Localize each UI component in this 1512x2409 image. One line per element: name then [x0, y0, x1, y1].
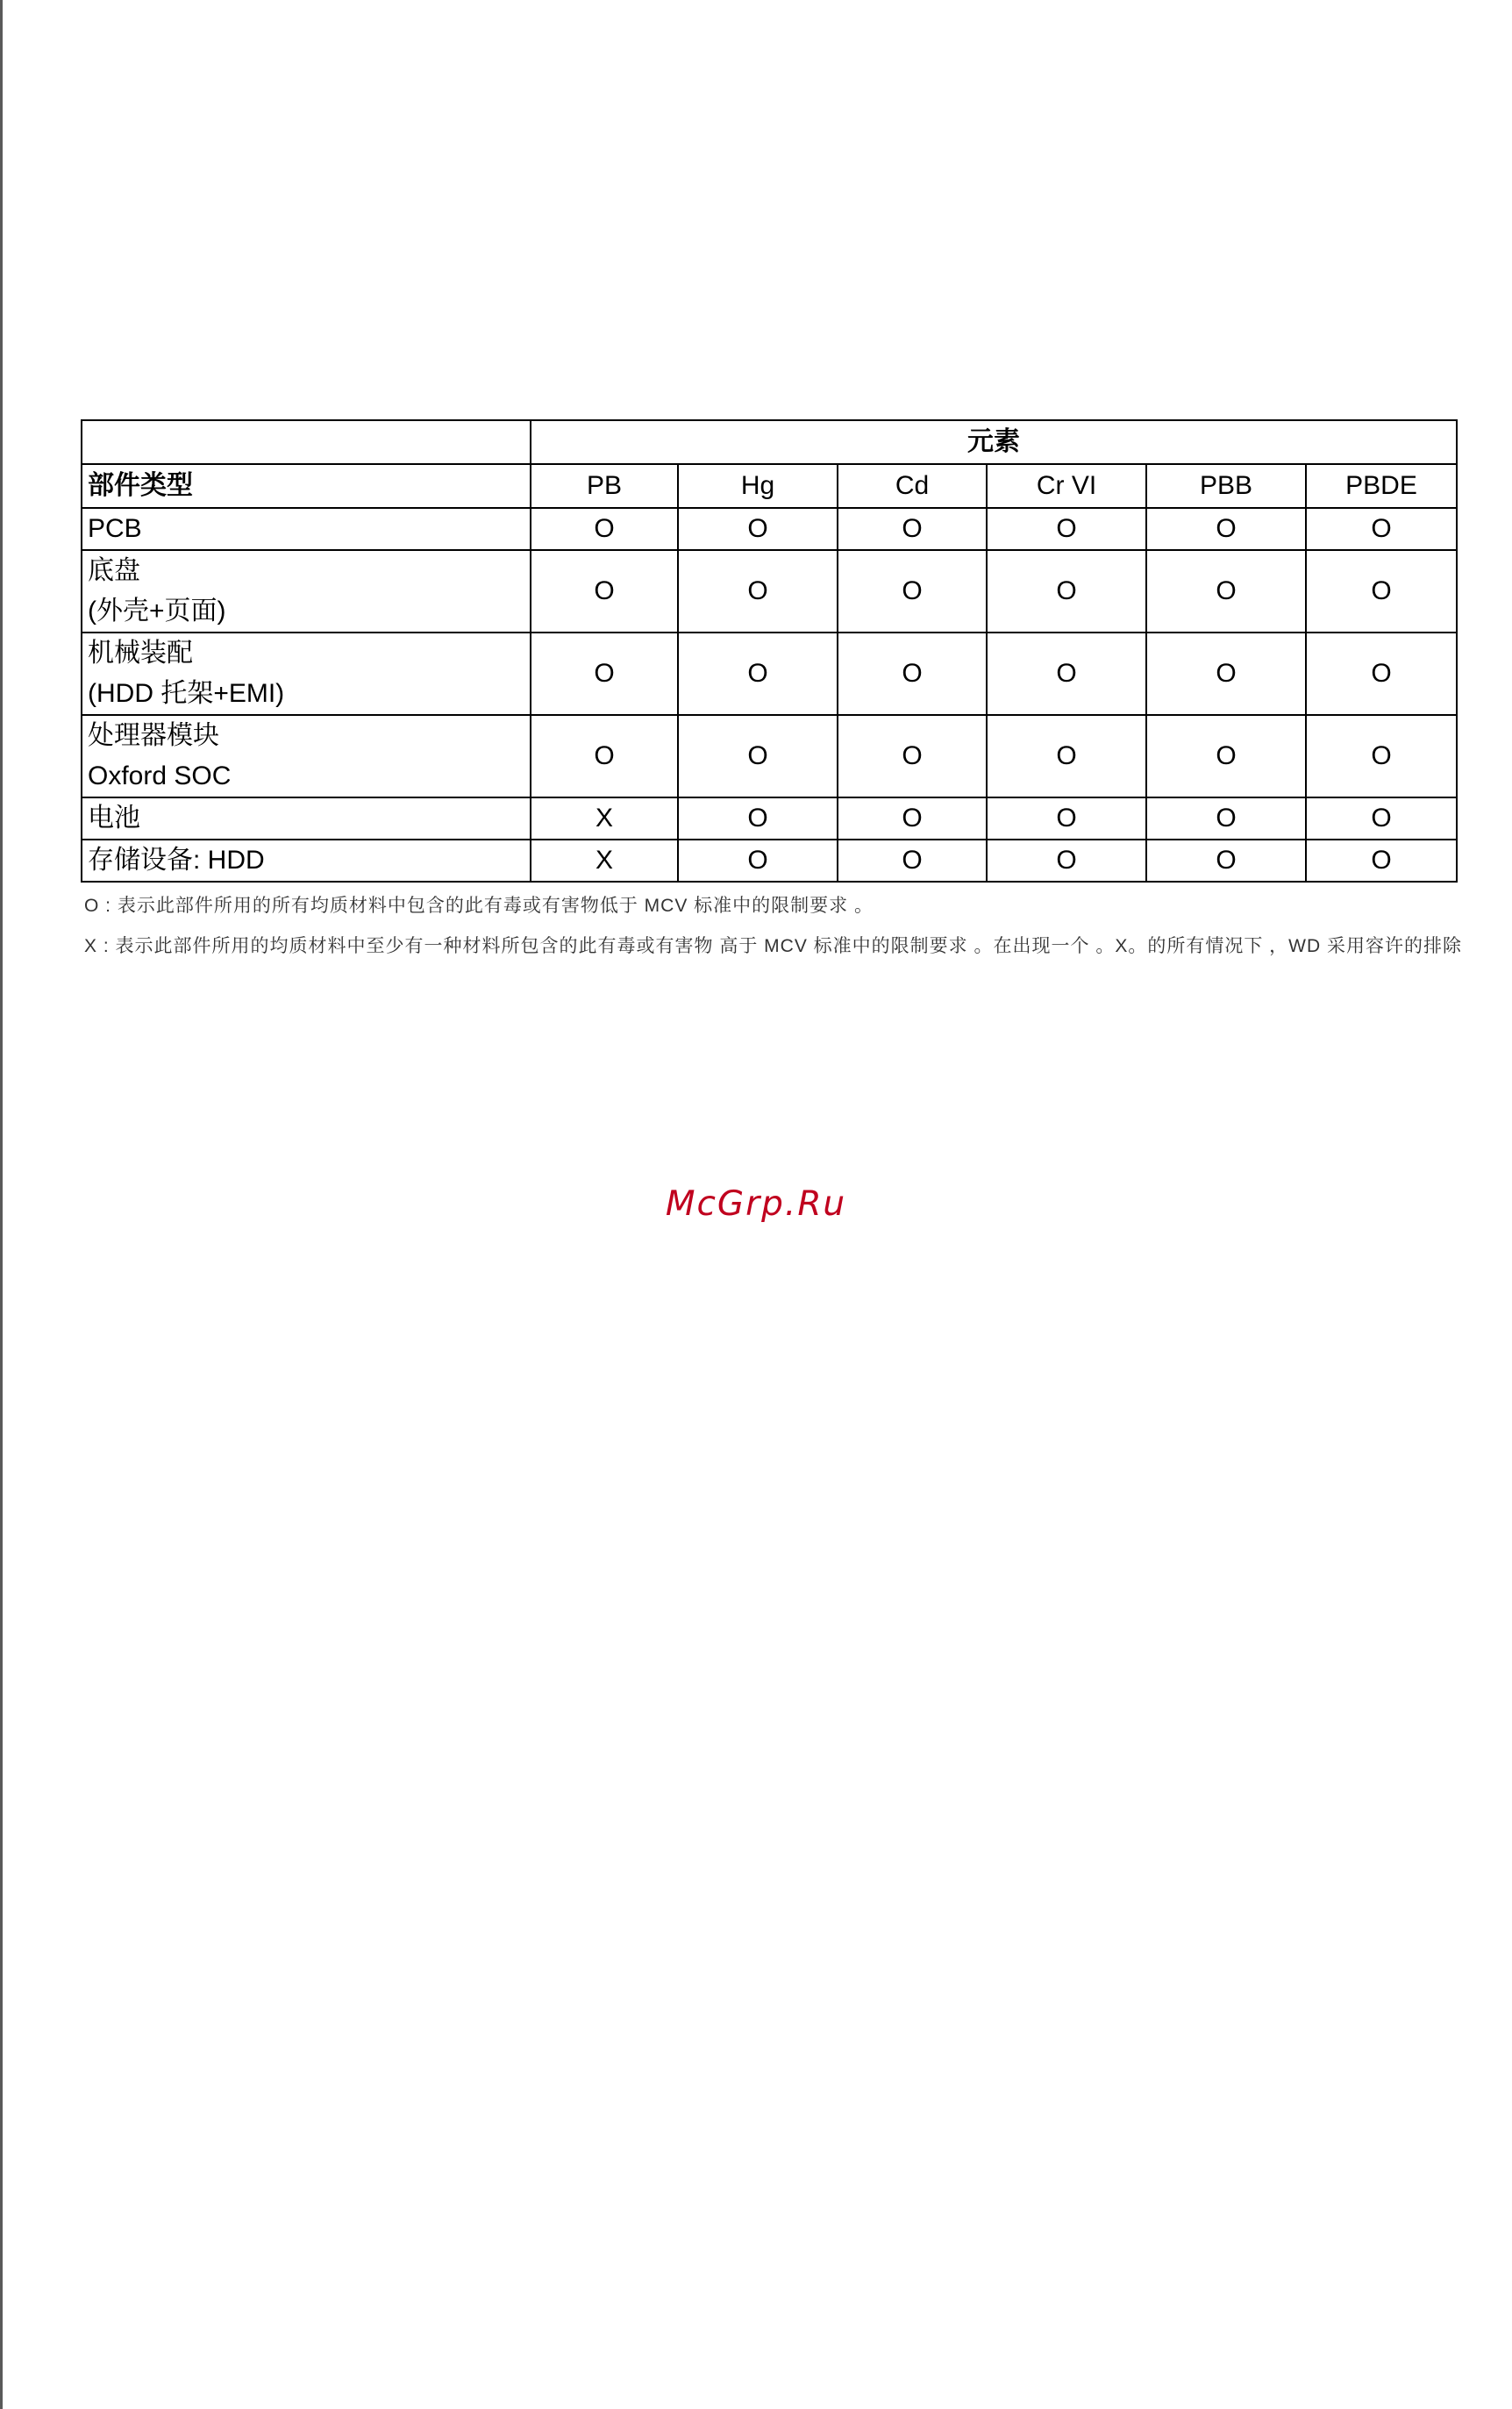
site-watermark: McGrp.Ru — [665, 1184, 847, 1224]
value-cell: O — [987, 715, 1146, 797]
part-sublabel: (外壳+页面) — [88, 597, 226, 625]
hazardous-substances-table — [81, 419, 1458, 883]
value-cell: O — [678, 715, 838, 797]
table-row — [82, 840, 1457, 882]
element-header-pbb: PBB — [1146, 464, 1306, 508]
value-cell: O — [838, 797, 987, 840]
part-cell — [82, 508, 531, 550]
value-cell: O — [1306, 633, 1457, 715]
footnote-x: X : 表示此部件所用的均质材料中至少有一种材料所包含的此有毒或有害物 高于 MCV 标准中的限制要求 。在出现一个 。X。的所有情况下 ，WD 采用容许的排除 — [84, 936, 1463, 956]
value-cell: O — [678, 840, 838, 882]
value-cell: O — [531, 633, 678, 715]
value-cell: X — [531, 840, 678, 882]
value-cell: O — [1306, 840, 1457, 882]
element-header-cd: Cd — [838, 464, 987, 508]
value-cell: O — [838, 508, 987, 550]
value-cell: O — [531, 550, 678, 633]
value-cell: O — [987, 840, 1146, 882]
part-label: 处理器模块 — [88, 721, 219, 750]
value-cell: O — [678, 508, 838, 550]
part-cell — [82, 840, 531, 882]
part-cell — [82, 715, 531, 797]
table-row — [82, 715, 1457, 797]
value-cell: O — [987, 797, 1146, 840]
value-cell: O — [1306, 508, 1457, 550]
part-label: 电池 — [88, 804, 140, 833]
value-cell: O — [1146, 840, 1306, 882]
table-footnotes — [84, 895, 1512, 976]
hazardous-substances-table-container — [81, 419, 1456, 883]
value-cell: O — [1306, 715, 1457, 797]
part-type-header: 部件类型 — [82, 464, 531, 508]
part-label: 机械装配 — [88, 639, 193, 668]
part-cell — [82, 550, 531, 633]
table-row — [82, 633, 1457, 715]
footnote-o: O : 表示此部件所用的所有均质材料中包含的此有毒或有害物低于 MCV 标准中的限制要求 。 — [84, 896, 874, 916]
value-cell: X — [531, 797, 678, 840]
value-cell: O — [838, 633, 987, 715]
value-cell: O — [987, 508, 1146, 550]
element-header-cr-vi: Cr VI — [987, 464, 1146, 508]
value-cell: O — [1306, 797, 1457, 840]
element-header-pb: PB — [531, 464, 678, 508]
value-cell: O — [678, 550, 838, 633]
value-cell: O — [987, 550, 1146, 633]
value-cell: O — [1146, 715, 1306, 797]
part-sublabel: (HDD 托架+EMI) — [88, 679, 285, 708]
element-header-hg: Hg — [678, 464, 838, 508]
part-label: PCB — [88, 514, 142, 543]
value-cell: O — [1146, 508, 1306, 550]
table-row — [82, 550, 1457, 633]
blank-corner-cell — [82, 420, 531, 464]
part-sublabel: Oxford SOC — [88, 761, 232, 790]
elements-header: 元素 — [531, 420, 1457, 464]
value-cell: O — [1146, 633, 1306, 715]
elements-header-row — [82, 420, 1457, 464]
value-cell: O — [1306, 550, 1457, 633]
value-cell: O — [678, 797, 838, 840]
value-cell: O — [531, 508, 678, 550]
part-cell — [82, 797, 531, 840]
column-header-row — [82, 464, 1457, 508]
value-cell: O — [1146, 550, 1306, 633]
value-cell: O — [678, 633, 838, 715]
value-cell: O — [838, 550, 987, 633]
value-cell: O — [1146, 797, 1306, 840]
value-cell: O — [987, 633, 1146, 715]
table-row — [82, 508, 1457, 550]
table-row — [82, 797, 1457, 840]
value-cell: O — [531, 715, 678, 797]
part-label: 底盘 — [88, 556, 140, 585]
part-cell — [82, 633, 531, 715]
value-cell: O — [838, 715, 987, 797]
element-header-pbde: PBDE — [1306, 464, 1457, 508]
part-label: 存储设备: HDD — [88, 846, 265, 875]
value-cell: O — [838, 840, 987, 882]
